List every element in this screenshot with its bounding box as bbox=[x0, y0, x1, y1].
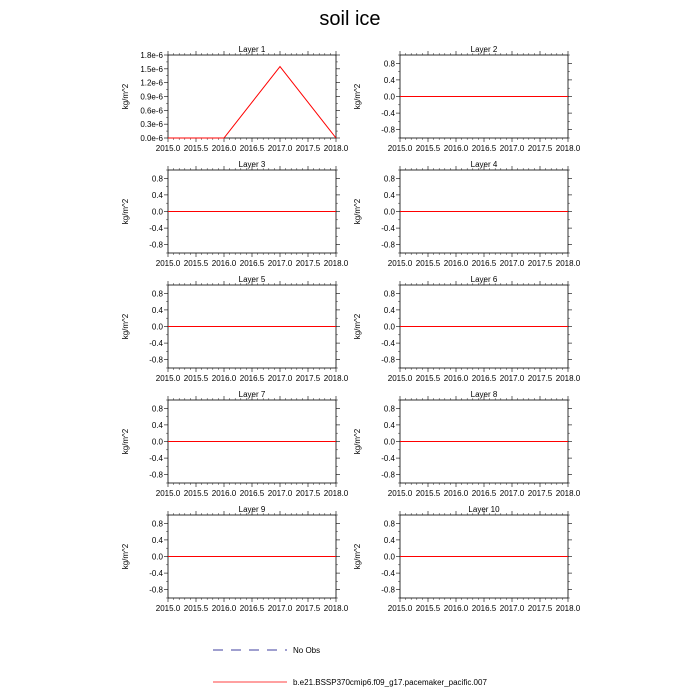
x-tick-label: 2017.0 bbox=[267, 489, 293, 498]
x-tick-label: 2017.0 bbox=[499, 144, 525, 153]
y-tick-label: 0.4 bbox=[151, 305, 163, 315]
x-tick-label: 2015.5 bbox=[183, 144, 209, 153]
chart-panel bbox=[121, 160, 349, 268]
legend-label-model-run: b.e21.BSSP370cmip6.f09_g17.pacemaker_pacific.007 bbox=[293, 678, 487, 687]
y-tick-label: 0.0e-6 bbox=[140, 134, 163, 143]
y-tick-label: 0.3e-6 bbox=[140, 120, 163, 130]
y-tick-label: -0.4 bbox=[149, 339, 163, 349]
y-tick-label: 0.0 bbox=[151, 552, 163, 562]
y-tick-label: -0.4 bbox=[381, 109, 395, 119]
chart-panel bbox=[353, 505, 581, 613]
x-tick-label: 2017.5 bbox=[527, 489, 553, 498]
y-tick-label: -0.8 bbox=[381, 585, 395, 595]
x-tick-label: 2015.0 bbox=[387, 489, 413, 498]
chart-panel bbox=[121, 505, 349, 613]
y-tick-label: 1.5e-6 bbox=[140, 64, 163, 74]
x-tick-label: 2017.5 bbox=[527, 374, 553, 383]
y-tick-label: 0.6e-6 bbox=[140, 106, 163, 116]
y-tick-label: -0.4 bbox=[149, 454, 163, 464]
y-tick-label: 0.4 bbox=[383, 190, 395, 200]
x-tick-label: 2017.5 bbox=[527, 259, 553, 268]
chart-panel bbox=[121, 275, 349, 383]
y-tick-label: 0.0 bbox=[383, 322, 395, 332]
y-axis-label: kg/m^2 bbox=[353, 198, 362, 225]
x-tick-label: 2015.5 bbox=[415, 374, 441, 383]
x-tick-label: 2015.5 bbox=[183, 604, 209, 613]
x-tick-label: 2017.5 bbox=[295, 144, 321, 153]
x-tick-label: 2016.5 bbox=[471, 489, 497, 498]
chart-title: Layer 8 bbox=[470, 390, 498, 399]
x-tick-label: 2017.5 bbox=[527, 604, 553, 613]
x-tick-label: 2016.5 bbox=[471, 374, 497, 383]
y-tick-label: 0.0 bbox=[151, 437, 163, 447]
x-tick-label: 2018.0 bbox=[555, 604, 581, 613]
chart-panel bbox=[353, 45, 581, 153]
y-tick-label: -0.4 bbox=[381, 569, 395, 579]
x-tick-label: 2018.0 bbox=[555, 144, 581, 153]
y-tick-label: -0.8 bbox=[149, 470, 163, 480]
chart-title: Layer 9 bbox=[238, 505, 266, 514]
x-tick-label: 2016.5 bbox=[239, 374, 265, 383]
x-tick-label: 2015.5 bbox=[415, 604, 441, 613]
x-tick-label: 2016.0 bbox=[211, 604, 237, 613]
x-tick-label: 2018.0 bbox=[323, 259, 349, 268]
x-tick-label: 2018.0 bbox=[323, 144, 349, 153]
y-tick-label: 0.4 bbox=[383, 305, 395, 315]
chart-title: Layer 1 bbox=[238, 45, 266, 54]
x-tick-label: 2016.5 bbox=[471, 259, 497, 268]
chart-title: Layer 5 bbox=[238, 275, 266, 284]
x-tick-label: 2017.0 bbox=[267, 374, 293, 383]
x-tick-label: 2017.0 bbox=[499, 259, 525, 268]
x-tick-label: 2015.0 bbox=[155, 144, 181, 153]
x-tick-label: 2015.5 bbox=[415, 489, 441, 498]
y-tick-label: 0.8 bbox=[383, 174, 395, 184]
x-tick-label: 2017.0 bbox=[267, 604, 293, 613]
series-line bbox=[168, 67, 336, 138]
chart-title: Layer 3 bbox=[238, 160, 266, 169]
chart-panel bbox=[121, 390, 349, 498]
x-tick-label: 2016.0 bbox=[443, 259, 469, 268]
y-tick-label: -0.4 bbox=[381, 224, 395, 234]
x-tick-label: 2016.5 bbox=[239, 259, 265, 268]
x-tick-label: 2015.5 bbox=[415, 144, 441, 153]
x-tick-label: 2016.5 bbox=[471, 144, 497, 153]
y-tick-label: 0.8 bbox=[383, 519, 395, 529]
x-tick-label: 2018.0 bbox=[323, 489, 349, 498]
y-axis-label: kg/m^2 bbox=[121, 428, 130, 455]
x-tick-label: 2015.0 bbox=[387, 374, 413, 383]
y-tick-label: 0.8 bbox=[151, 404, 163, 414]
x-tick-label: 2015.5 bbox=[183, 489, 209, 498]
page-title: soil ice bbox=[319, 8, 381, 30]
x-tick-label: 2017.5 bbox=[295, 489, 321, 498]
y-tick-label: -0.8 bbox=[381, 355, 395, 365]
y-tick-label: 0.0 bbox=[383, 437, 395, 447]
y-tick-label: 0.4 bbox=[383, 75, 395, 85]
y-tick-label: 0.8 bbox=[151, 289, 163, 299]
x-tick-label: 2015.5 bbox=[415, 259, 441, 268]
x-tick-label: 2015.0 bbox=[387, 259, 413, 268]
y-tick-label: 0.0 bbox=[383, 207, 395, 217]
y-tick-label: -0.8 bbox=[381, 240, 395, 250]
y-axis-label: kg/m^2 bbox=[353, 428, 362, 455]
x-tick-label: 2016.5 bbox=[239, 144, 265, 153]
y-tick-label: -0.4 bbox=[381, 454, 395, 464]
y-tick-label: 0.4 bbox=[151, 420, 163, 430]
y-tick-label: 0.0 bbox=[151, 322, 163, 332]
x-tick-label: 2015.5 bbox=[183, 259, 209, 268]
chart-title: Layer 2 bbox=[470, 45, 498, 54]
y-tick-label: 1.2e-6 bbox=[140, 78, 163, 88]
x-tick-label: 2016.0 bbox=[443, 489, 469, 498]
x-tick-label: 2015.5 bbox=[183, 374, 209, 383]
x-tick-label: 2016.0 bbox=[211, 259, 237, 268]
x-tick-label: 2017.5 bbox=[527, 144, 553, 153]
y-tick-label: 0.4 bbox=[151, 535, 163, 545]
y-tick-label: -0.4 bbox=[381, 339, 395, 349]
x-tick-label: 2018.0 bbox=[555, 489, 581, 498]
y-tick-label: 0.8 bbox=[383, 289, 395, 299]
x-tick-label: 2018.0 bbox=[323, 374, 349, 383]
x-tick-label: 2017.0 bbox=[267, 144, 293, 153]
x-tick-label: 2015.0 bbox=[155, 604, 181, 613]
x-tick-label: 2018.0 bbox=[323, 604, 349, 613]
x-tick-label: 2017.0 bbox=[499, 489, 525, 498]
y-axis-label: kg/m^2 bbox=[121, 198, 130, 225]
y-tick-label: 0.9e-6 bbox=[140, 92, 163, 102]
y-axis-label: kg/m^2 bbox=[353, 313, 362, 340]
chart-title: Layer 4 bbox=[470, 160, 498, 169]
x-tick-label: 2018.0 bbox=[555, 259, 581, 268]
x-tick-label: 2016.0 bbox=[211, 144, 237, 153]
y-tick-label: 0.0 bbox=[383, 552, 395, 562]
y-axis-label: kg/m^2 bbox=[121, 313, 130, 340]
chart-panel bbox=[353, 390, 581, 498]
x-tick-label: 2016.5 bbox=[471, 604, 497, 613]
y-tick-label: 0.4 bbox=[151, 190, 163, 200]
y-tick-label: 0.4 bbox=[383, 535, 395, 545]
y-axis-label: kg/m^2 bbox=[353, 543, 362, 570]
x-tick-label: 2016.0 bbox=[443, 604, 469, 613]
y-tick-label: 0.4 bbox=[383, 420, 395, 430]
y-tick-label: -0.4 bbox=[149, 224, 163, 234]
chart-title: Layer 6 bbox=[470, 275, 498, 284]
y-tick-label: 0.0 bbox=[383, 92, 395, 102]
y-tick-label: 1.8e-6 bbox=[140, 51, 163, 60]
x-tick-label: 2018.0 bbox=[555, 374, 581, 383]
x-tick-label: 2015.0 bbox=[155, 489, 181, 498]
y-tick-label: -0.8 bbox=[149, 240, 163, 250]
x-tick-label: 2017.5 bbox=[295, 374, 321, 383]
x-tick-label: 2015.0 bbox=[155, 259, 181, 268]
x-tick-label: 2015.0 bbox=[387, 604, 413, 613]
y-tick-label: -0.4 bbox=[149, 569, 163, 579]
y-tick-label: -0.8 bbox=[381, 470, 395, 480]
chart-title: Layer 7 bbox=[238, 390, 266, 399]
x-tick-label: 2016.0 bbox=[443, 144, 469, 153]
x-tick-label: 2017.0 bbox=[267, 259, 293, 268]
y-tick-label: -0.8 bbox=[149, 355, 163, 365]
y-tick-label: 0.8 bbox=[383, 404, 395, 414]
legend-label-no-obs: No Obs bbox=[293, 646, 321, 655]
y-axis-label: kg/m^2 bbox=[353, 83, 362, 110]
y-tick-label: 0.8 bbox=[151, 519, 163, 529]
y-axis-label: kg/m^2 bbox=[121, 83, 130, 110]
x-tick-label: 2016.5 bbox=[239, 604, 265, 613]
x-tick-label: 2017.0 bbox=[499, 374, 525, 383]
chart-panel bbox=[353, 160, 581, 268]
x-tick-label: 2017.0 bbox=[499, 604, 525, 613]
plot-frame bbox=[168, 55, 336, 138]
y-tick-label: 0.0 bbox=[151, 207, 163, 217]
x-tick-label: 2015.0 bbox=[155, 374, 181, 383]
chart-panel bbox=[353, 275, 581, 383]
x-tick-label: 2016.0 bbox=[211, 489, 237, 498]
x-tick-label: 2016.0 bbox=[211, 374, 237, 383]
x-tick-label: 2015.0 bbox=[387, 144, 413, 153]
y-tick-label: -0.8 bbox=[149, 585, 163, 595]
x-tick-label: 2016.5 bbox=[239, 489, 265, 498]
x-tick-label: 2017.5 bbox=[295, 259, 321, 268]
chart-panel bbox=[121, 45, 349, 153]
chart-title: Layer 10 bbox=[468, 505, 500, 514]
x-tick-label: 2016.0 bbox=[443, 374, 469, 383]
y-axis-label: kg/m^2 bbox=[121, 543, 130, 570]
y-tick-label: 0.8 bbox=[383, 59, 395, 69]
y-tick-label: 0.8 bbox=[151, 174, 163, 184]
y-tick-label: -0.8 bbox=[381, 125, 395, 135]
x-tick-label: 2017.5 bbox=[295, 604, 321, 613]
